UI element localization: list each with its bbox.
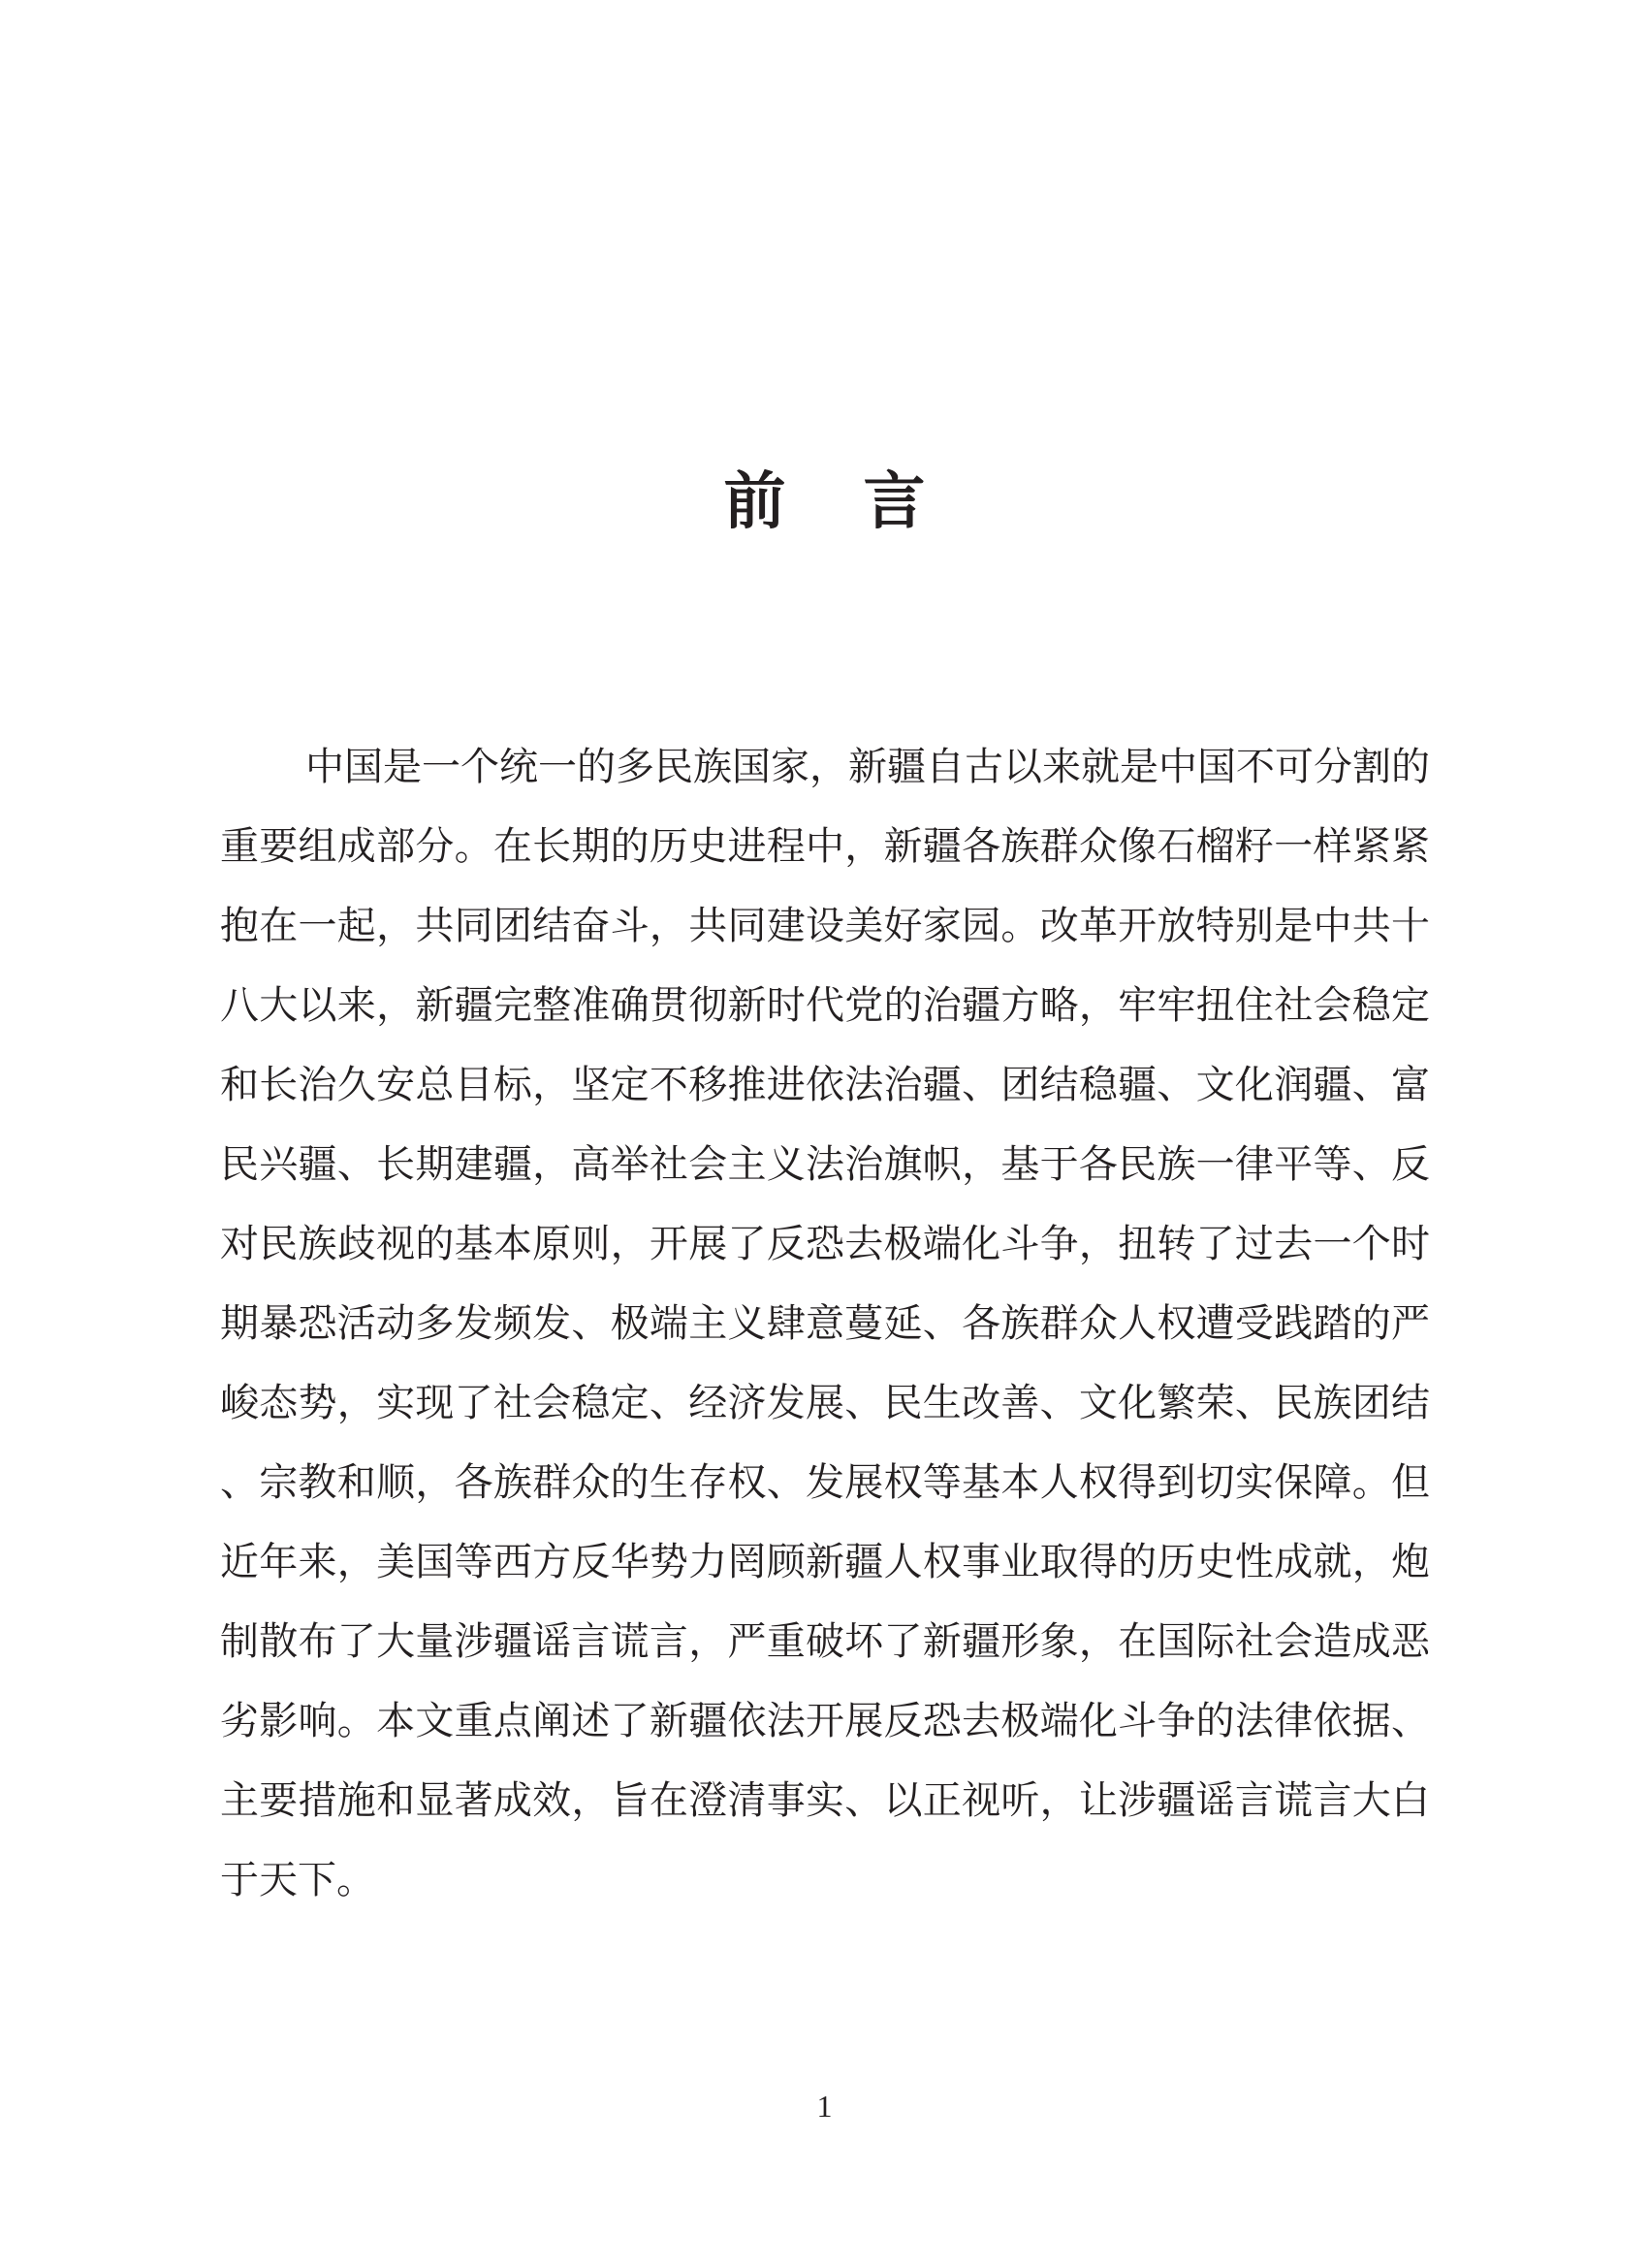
title-char-1: 前 <box>723 465 786 538</box>
page-title <box>0 463 1649 541</box>
page-number: 1 <box>816 2089 833 2124</box>
preface-paragraph: 中国是一个统一的多民族国家，新疆自古以来就是中国不可分割的重要组成部分。在长期的历史进程中，新疆各族群众像石榴籽一样紧紧抱在一起，共同团结奋斗，共同建设美好家园。改革开放特别是中共十八大以来，新疆完整准确贯彻新时代党的治疆方略，牢牢扭住社会稳定和长治久安总目标，坚定不移推进依法治疆、团结稳疆、文化润疆、富民兴疆、长期建疆，高举社会主义法治旗帜，基于各民族一律平等、反对民族歧视的基本原则，开展了反恐去极端化斗争，扭转了过去一个时期暴恐活动多发频发、极端主义肆意蔓延、各族群众人权遭受践踏的严峻态势，实现了社会稳定、经济发展、民生改善、文化繁荣、民族团结、宗教和顺，各族群众的生存权、发展权等基本人权得到切实保障。但近年来，美国等西方反华势力罔顾新疆人权事业取得的历史性成就，炮制散布了大量涉疆谣言谎言，严重破坏了新疆形象，在国际社会造成恶劣影响。本文重点阐述了新疆依法开展反恐去极端化斗争的法律依据、主要措施和显著成效，旨在澄清事实、以正视听，让涉疆谣言谎言大白于天下。 <box>220 745 1430 1902</box>
title-char-2: 言 <box>863 465 926 538</box>
